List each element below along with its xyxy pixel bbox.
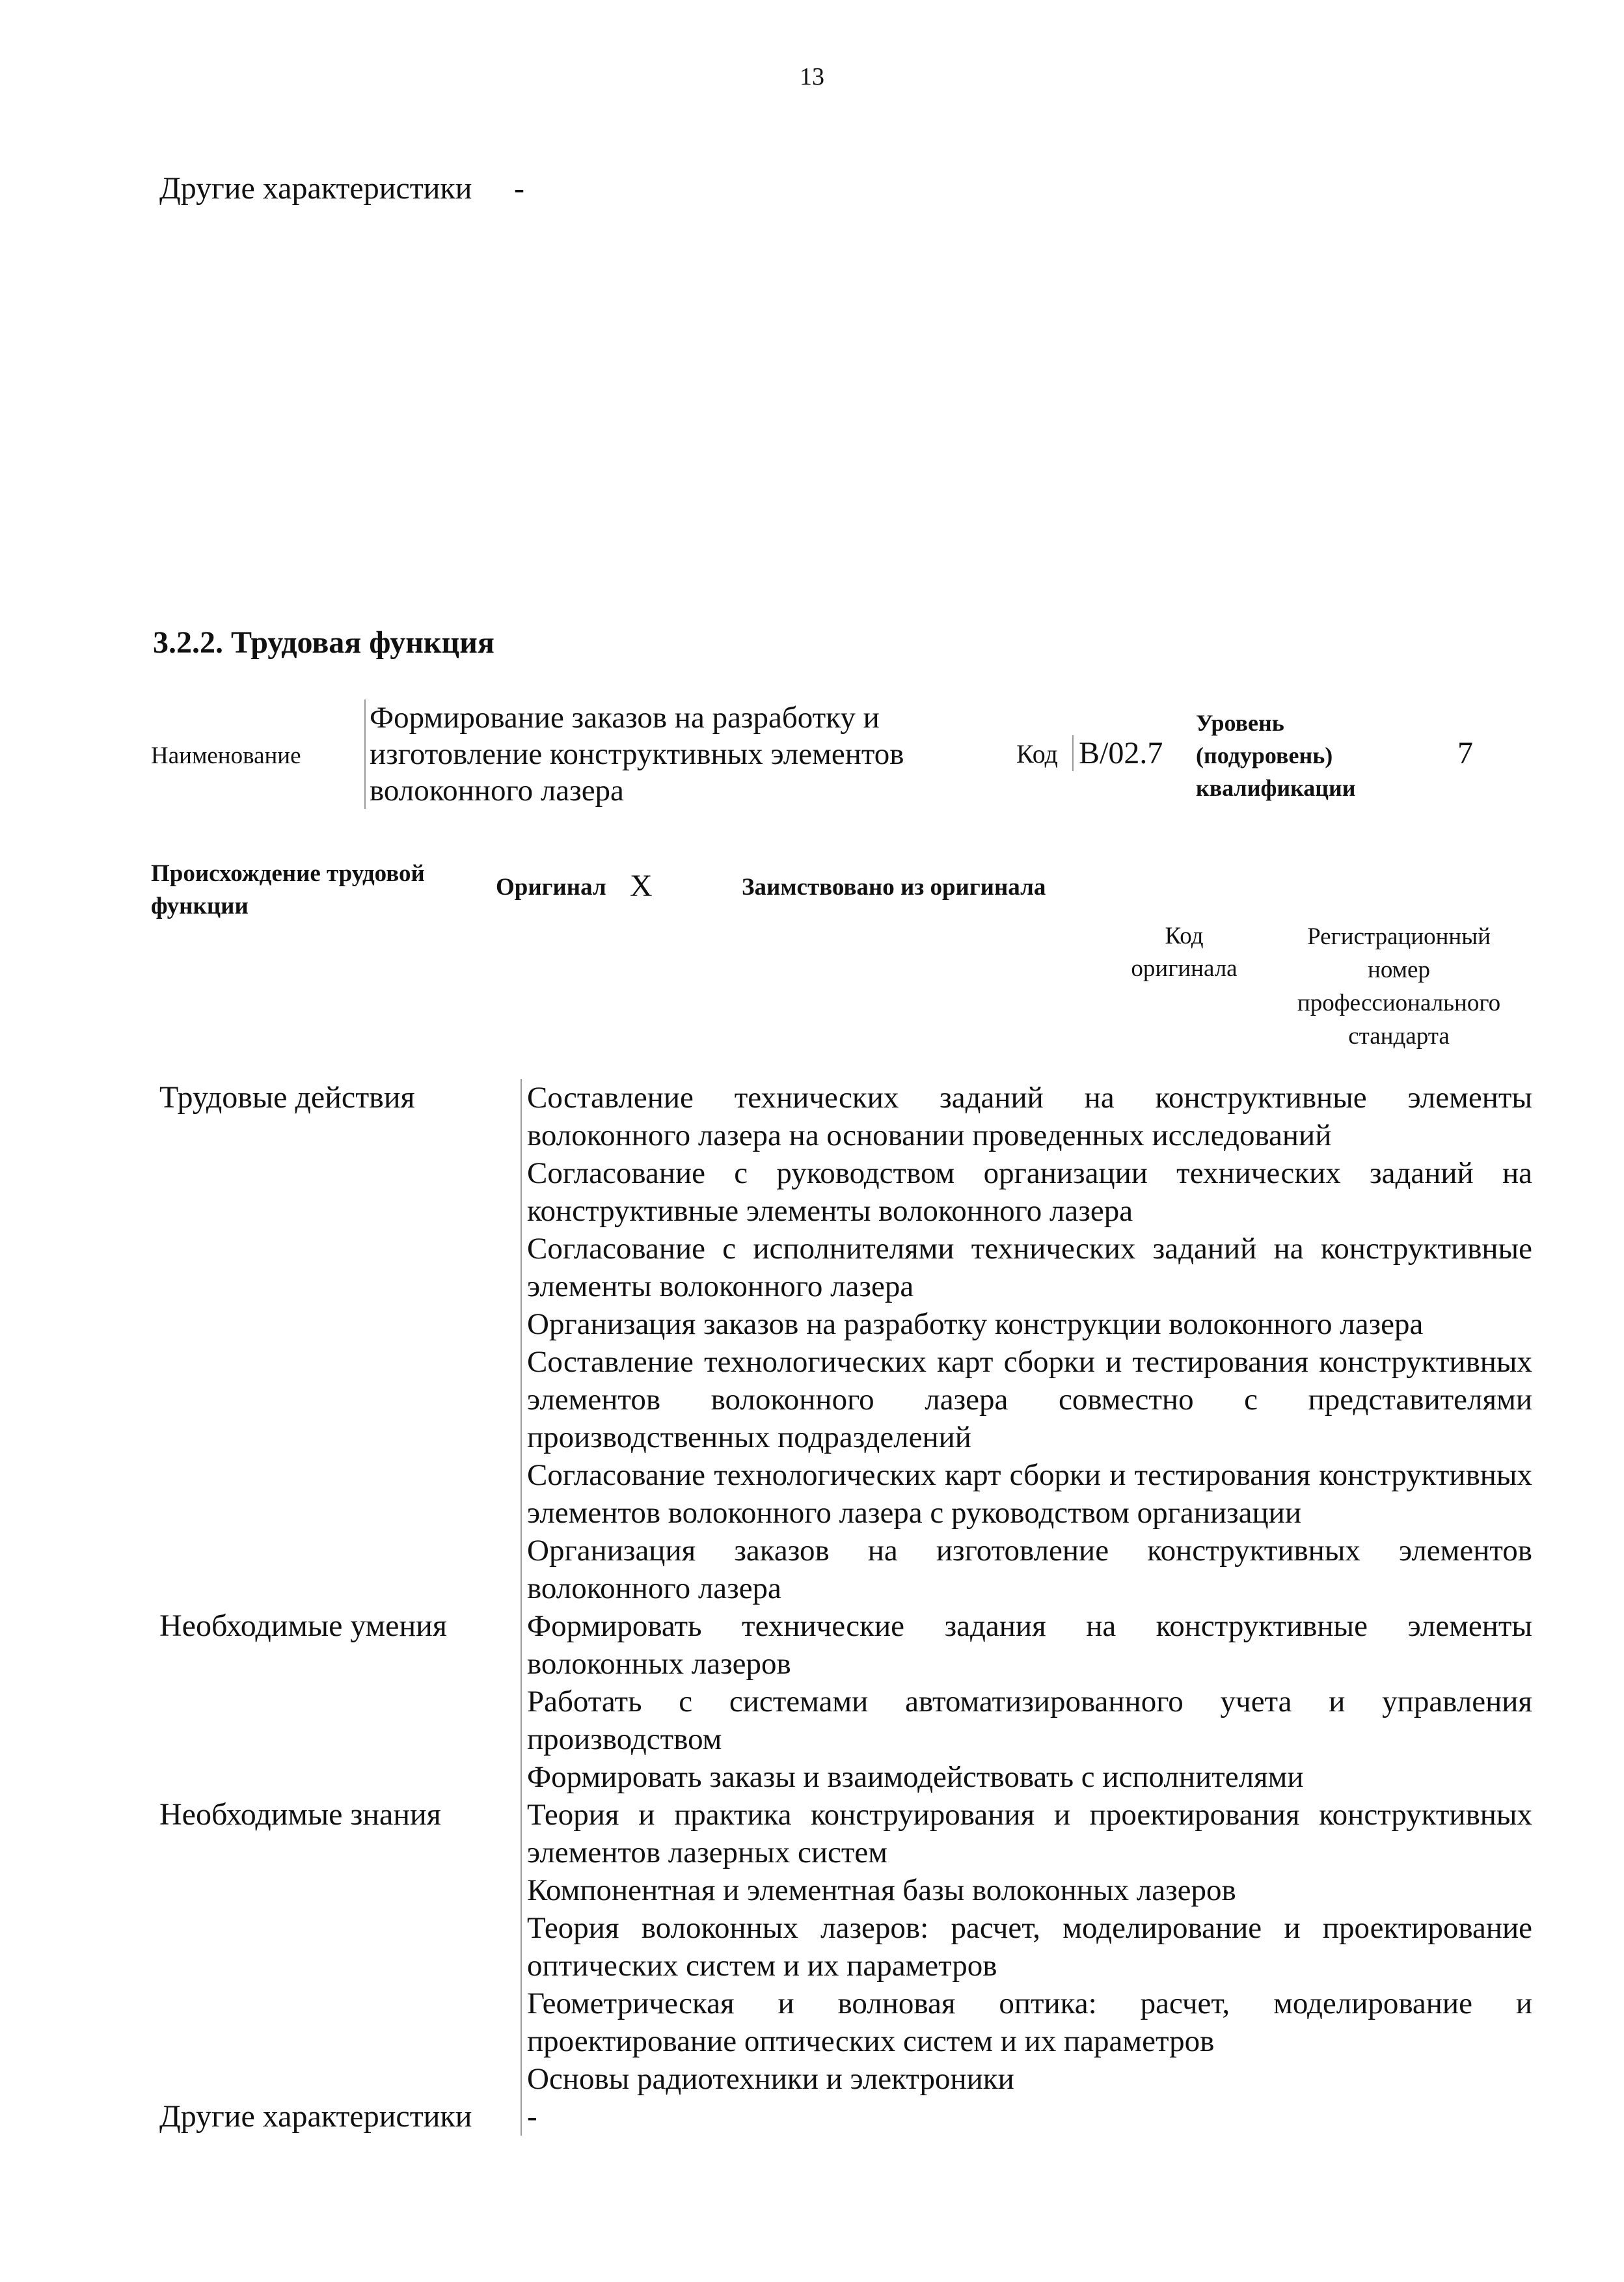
list-item: Организация заказов на разработку конструкции волоконного лазера [521,1305,1532,1343]
list-item: Согласование технологических карт сборки и тестирования конструктивных элементов волоконного лазера с руководством организации [521,1456,1532,1532]
list-item: - [521,2098,1532,2136]
row-label: Другие характеристики [159,2099,472,2134]
row-items [521,1079,1532,1607]
list-item: Теория и практика конструирования и проектирования конструктивных элементов лазерных систем [521,1796,1532,1871]
code-label: Код [1016,739,1058,768]
list-item: Формировать заказы и взаимодействовать с исполнителями [521,1758,1532,1796]
row-label: Необходимые умения [159,1609,447,1643]
code-value: B/02.7 [1072,735,1163,771]
labor-actions-row [159,1079,1532,1607]
origin-label: Происхождение трудовой функции [151,860,425,919]
origin-registration-label: Регистрационный номер профессионального стандарта [1297,923,1501,1050]
origin-borrowed-label: Заимствовано из оригинала [742,874,1046,901]
row-items [521,2098,1532,2136]
list-item: Геометрическая и волновая оптика: расчет, моделирование и проектирование оптических систем и их параметров [521,1985,1532,2060]
qualification-level-value: 7 [1457,736,1473,770]
name-value: Формирование заказов на разработку и изготовление конструктивных элементов волоконного лазера [364,700,1007,809]
other-characteristics-row [159,2098,1532,2136]
page-number: 13 [800,63,824,90]
other-characteristics-label: Другие характеристики [159,171,472,206]
row-label: Необходимые знания [159,1797,441,1832]
section-title: 3.2.2. Трудовая функция [153,625,494,660]
row-items [521,1796,1532,2098]
list-item: Компонентная и элементная базы волоконных лазеров [521,1871,1532,1909]
list-item: Составление технических заданий на конструктивные элементы волоконного лазера на основании проведенных исследований [521,1079,1532,1154]
list-item: Согласование с руководством организации технических заданий на конструктивные элементы волоконного лазера [521,1154,1532,1230]
row-label: Трудовые действия [159,1080,415,1115]
other-characteristics-value: - [514,171,524,206]
list-item: Организация заказов на изготовление конструктивных элементов волоконного лазера [521,1532,1532,1607]
origin-original-mark: X [630,869,653,903]
name-label: Наименование [151,742,301,769]
required-skills-row [159,1607,1532,1796]
list-item: Работать с системами автоматизированного учета и управления производством [521,1683,1532,1758]
row-items [521,1607,1532,1796]
required-knowledge-row [159,1796,1532,2098]
list-item: Основы радиотехники и электроники [521,2060,1532,2098]
list-item: Теория волоконных лазеров: расчет, моделирование и проектирование оптических систем и их параметров [521,1909,1532,1985]
function-details [159,1079,1532,2136]
qualification-level-label: Уровень (подуровень) квалификации [1196,710,1356,801]
list-item: Согласование с исполнителями технических заданий на конструктивные элементы волоконного лазера [521,1230,1532,1305]
origin-original-label: Оригинал [496,874,606,901]
origin-code-label: Код оригинала [1131,923,1238,982]
list-item: Формировать технические задания на конструктивные элементы волоконных лазеров [521,1607,1532,1683]
list-item: Составление технологических карт сборки и тестирования конструктивных элементов волоконного лазера совместно с представителями производственных подразделений [521,1343,1532,1456]
